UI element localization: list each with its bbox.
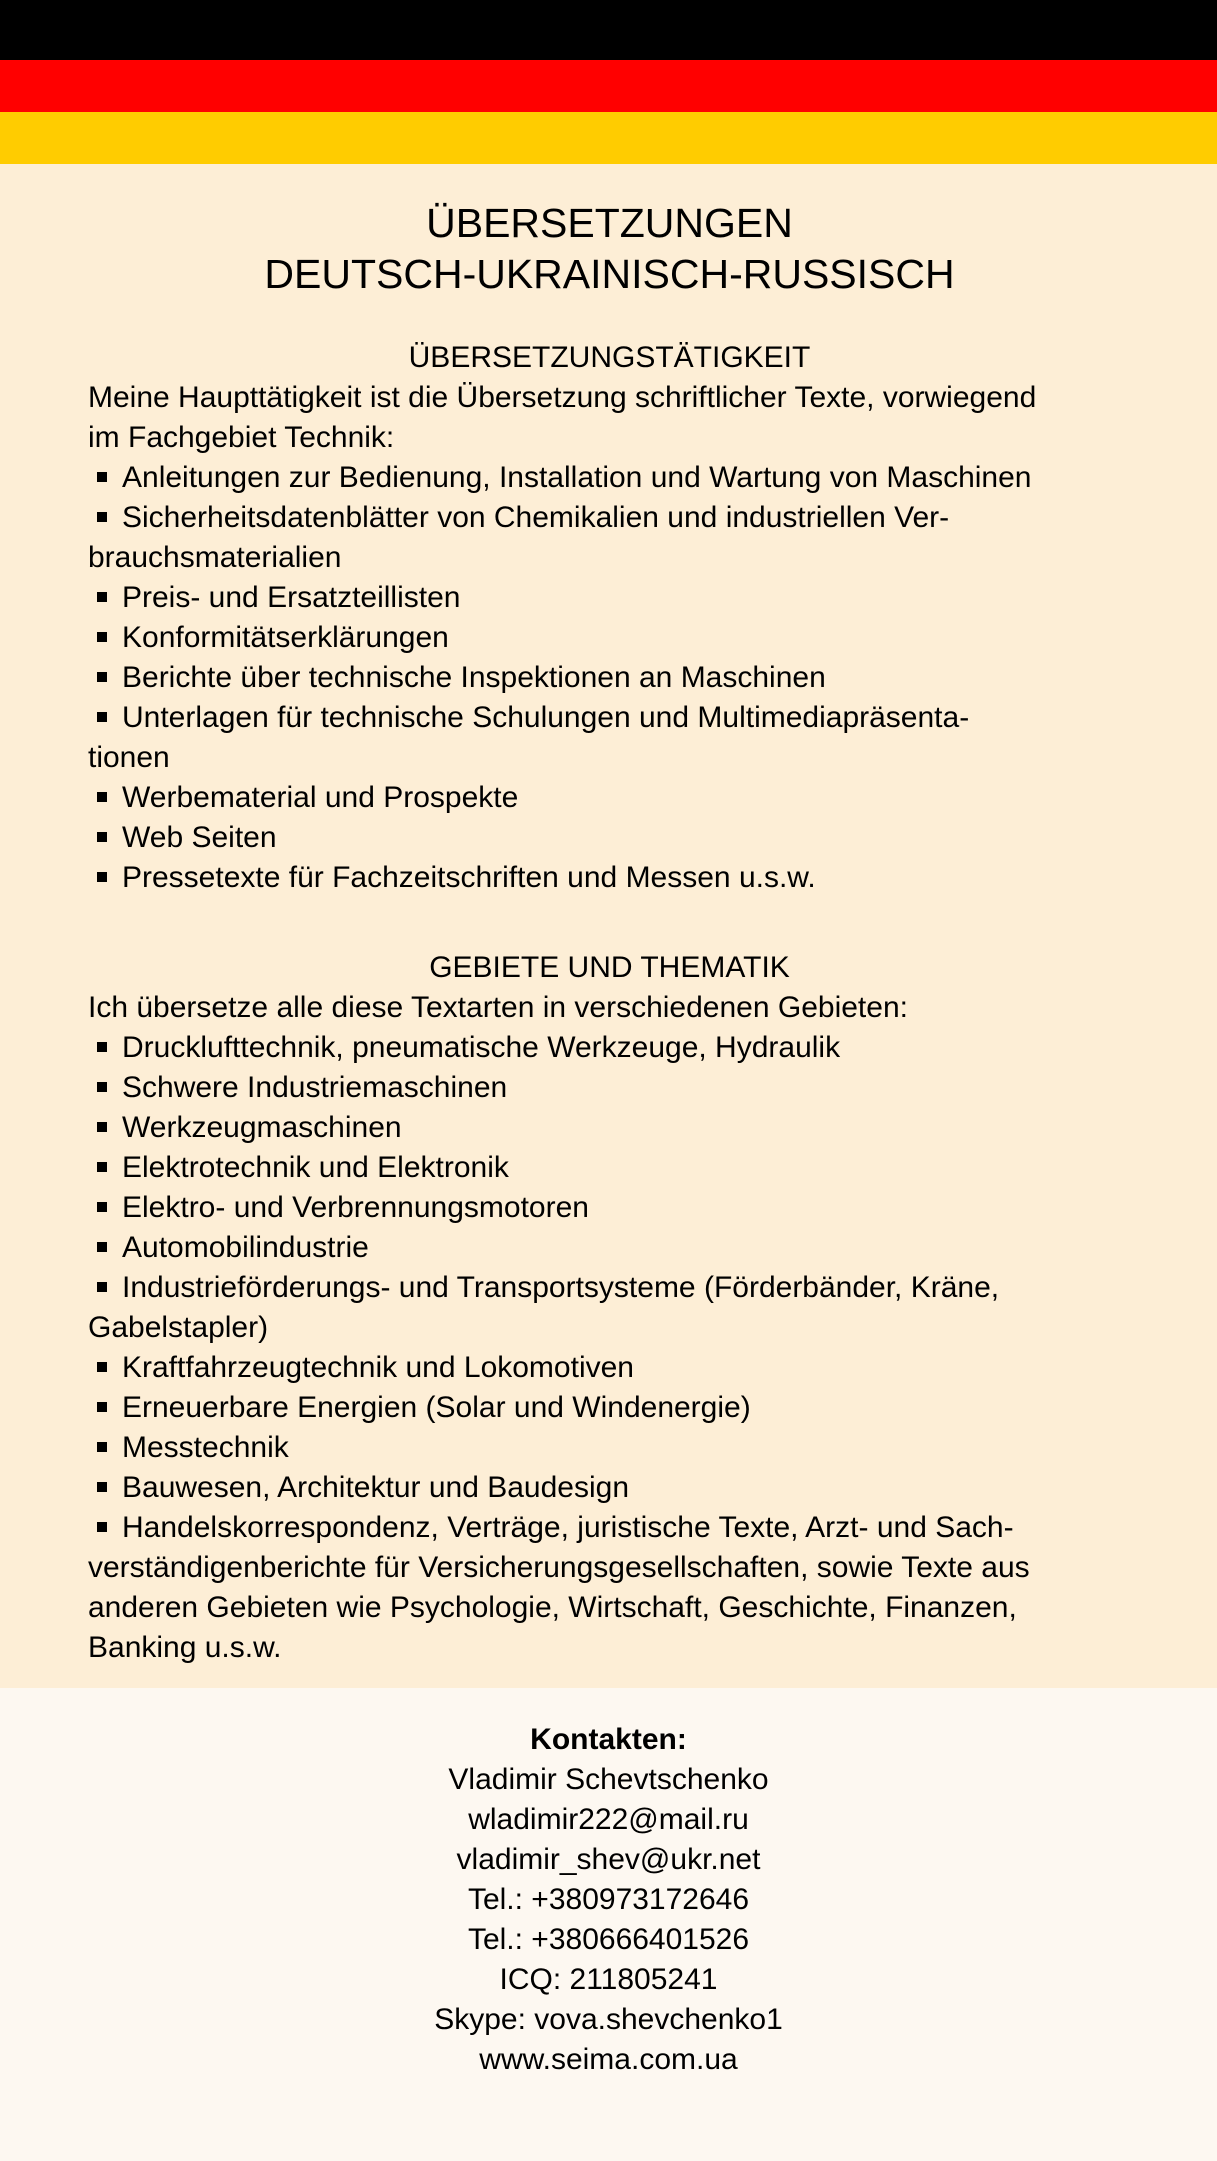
bullet-square-icon	[97, 1522, 107, 1532]
list-item: Drucklufttechnik, pneumatische Werkzeuge, Hydraulik	[88, 1028, 1131, 1068]
bullet-square-icon	[97, 672, 107, 682]
bullet-square-icon	[97, 832, 107, 842]
title-line-1: ÜBERSETZUNGEN	[426, 200, 793, 246]
bullet-square-icon	[97, 1042, 107, 1052]
list-item: Berichte über technische Inspektionen an Maschinen	[88, 658, 1131, 698]
contact-name: Vladimir Schevtschenko	[448, 1763, 769, 1796]
section-heading-fields: GEBIETE UND THEMATIK	[429, 951, 790, 984]
bullet-square-icon	[97, 512, 107, 522]
flag-stripe-gold	[0, 112, 1217, 164]
contact-email-1[interactable]: wladimir222@mail.ru	[468, 1803, 749, 1836]
main-content	[0, 164, 1217, 1688]
list-item: Bauwesen, Architektur und Baudesign	[88, 1468, 1131, 1508]
list-item: Industrieförderungs- und Transportsysteme (Förderbänder, Kräne, Gabelstapler)	[88, 1271, 1000, 1344]
list-item: Automobilindustrie	[88, 1228, 1131, 1268]
list-item: Anleitungen zur Bedienung, Installation und Wartung von Maschinen	[88, 458, 1131, 498]
bullet-square-icon	[97, 1082, 107, 1092]
bullet-square-icon	[97, 1402, 107, 1412]
section-heading-activity: ÜBERSETZUNGSTÄTIGKEIT	[408, 341, 811, 374]
list-item: Pressetexte für Fachzeitschriften und Messen u.s.w.	[88, 858, 1131, 898]
bullet-square-icon	[97, 872, 107, 882]
list-item: Web Seiten	[88, 818, 1131, 858]
list-item: Werkzeugmaschinen	[88, 1108, 1131, 1148]
bullet-square-icon	[97, 592, 107, 602]
bullet-square-icon	[97, 1162, 107, 1172]
contact-skype: Skype: vova.shevchenko1	[434, 2003, 783, 2036]
bullet-square-icon	[97, 792, 107, 802]
activity-list	[88, 458, 1131, 898]
bullet-square-icon	[97, 472, 107, 482]
list-item: Elektrotechnik und Elektronik	[88, 1148, 1131, 1188]
list-item: Preis- und Ersatzteillisten	[88, 578, 1131, 618]
list-item: Sicherheitsdatenblätter von Chemikalien und industriellen Ver- brauchsmaterialien	[88, 501, 950, 574]
bullet-square-icon	[97, 632, 107, 642]
section-intro-fields: Ich übersetze alle diese Textarten in verschiedenen Gebieten:	[88, 991, 908, 1024]
list-item: Schwere Industriemaschinen	[88, 1068, 1131, 1108]
list-item: Werbematerial und Prospekte	[88, 778, 1131, 818]
bullet-square-icon	[97, 712, 107, 722]
contacts-section	[0, 1688, 1217, 2133]
flag-stripe-black	[0, 0, 1217, 60]
bullet-square-icon	[97, 1282, 107, 1292]
bullet-square-icon	[97, 1442, 107, 1452]
contact-website[interactable]: www.seima.com.ua	[479, 2043, 738, 2076]
bullet-square-icon	[97, 1202, 107, 1212]
bullet-square-icon	[97, 1482, 107, 1492]
flag-stripe-red	[0, 60, 1217, 112]
list-item: Konformitätserklärungen	[88, 618, 1131, 658]
page-title	[88, 198, 1131, 300]
list-item: Elektro- und Verbrennungsmotoren	[88, 1188, 1131, 1228]
contact-email-2[interactable]: vladimir_shev@ukr.net	[456, 1843, 761, 1876]
contact-icq: ICQ: 211805241	[499, 1963, 718, 1996]
bullet-square-icon	[97, 1122, 107, 1132]
fields-list	[88, 1028, 1131, 1668]
list-item: Kraftfahrzeugtechnik und Lokomotiven	[88, 1348, 1131, 1388]
contacts-heading: Kontakten:	[530, 1723, 687, 1756]
list-item: Handelskorrespondenz, Verträge, juristische Texte, Arzt- und Sach- verständigenberichte für Versicherungsgesellschaften, sowie Texte aus anderen Gebieten wie Psychologie, Wirtschaft, Geschichte, Finanzen, Banking u.s.w.	[88, 1511, 1030, 1664]
bullet-square-icon	[97, 1362, 107, 1372]
bullet-square-icon	[97, 1242, 107, 1252]
title-line-2: DEUTSCH-UKRAINISCH-RUSSISCH	[264, 251, 955, 297]
contact-phone-2: Tel.: +380666401526	[467, 1923, 750, 1956]
list-item: Erneuerbare Energien (Solar und Windenergie)	[88, 1388, 1131, 1428]
list-item: Unterlagen für technische Schulungen und Multimediapräsenta- tionen	[88, 701, 970, 774]
list-item: Messtechnik	[88, 1428, 1131, 1468]
german-flag-banner	[0, 0, 1217, 164]
section-intro-activity: Meine Haupttätigkeit ist die Übersetzung schriftlicher Texte, vorwiegend im Fachgebiet Technik:	[88, 381, 1037, 454]
contact-phone-1: Tel.: +380973172646	[467, 1883, 750, 1916]
